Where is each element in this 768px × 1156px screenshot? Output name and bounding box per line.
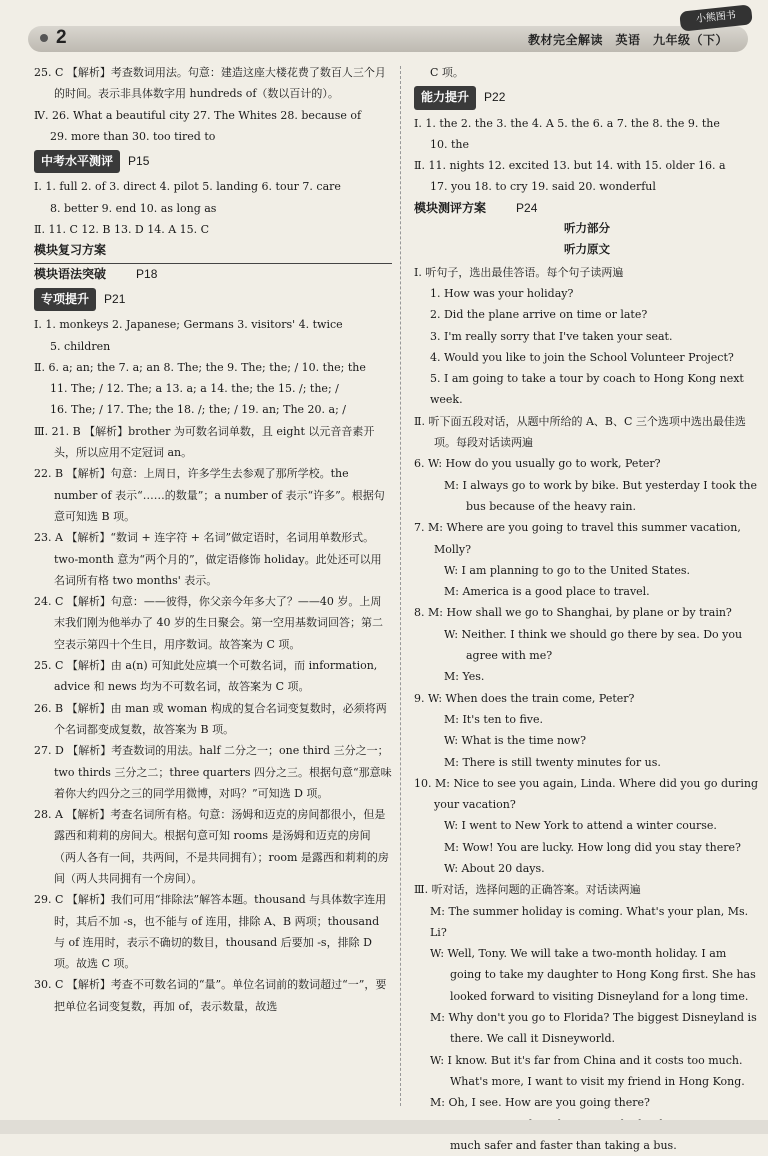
answer-line: 16. The; / 17. The; the 18. /; the; / 19. an; The 20. a; / [50, 403, 347, 417]
answer-line: Ⅰ. 听句子，选出最佳答语。每个句子读两遍 [414, 265, 624, 279]
answer-line: M: Yes. [444, 670, 485, 684]
centered-heading: 听力部分 [564, 223, 610, 236]
answer-line: M: Wow! You are lucky. How long did you stay there? [444, 840, 741, 854]
section-page: P24 [516, 200, 538, 215]
left-column [34, 62, 392, 1017]
answer-line: M: There is still twenty minutes for us. [444, 755, 661, 769]
answer-line: M: America is a good place to travel. [444, 585, 650, 599]
bullet-dot-icon [40, 34, 48, 42]
section-page: P21 [104, 291, 126, 306]
answer-line: 29. C 【解析】我们可用“排除法”解答本题。thousand 与具体数字连用时，其后不加 -s，也不能与 of 连用，排除 A、B 两项；thousand 与 of 连用时，表示不确切的数目，thousand 后要加 -s，排除 D 项。故选 C 项。 [34, 893, 387, 971]
answer-line: Ⅱ. 听下面五段对话，从题中所给的 A、B、C 三个选项中选出最佳选项。每段对话读两遍 [414, 414, 746, 450]
answer-line: 2. Did the plane arrive on time or late? [430, 308, 648, 322]
answer-line: 29. more than 30. too tired to [50, 129, 216, 143]
answer-line: 6. W: How do you usually go to work, Peter? [414, 457, 661, 471]
answer-line: Ⅰ. 1. full 2. of 3. direct 4. pilot 5. landing 6. tour 7. care [34, 180, 341, 194]
answer-line: W: Neither. I think we should go there by sea. Do you agree with me? [444, 627, 743, 663]
answer-line: 30. C 【解析】考查不可数名词的“量”。单位名词前的数词超过“一”，要把单位名词变复数，再加 of，表示数量，故选 [34, 978, 387, 1013]
answer-line: 1. How was your holiday? [430, 286, 574, 300]
answer-line: 5. I am going to take a tour by coach to Hong Kong next week. [430, 372, 744, 407]
answer-line: 8. better 9. end 10. as long as [50, 201, 217, 215]
answer-line: 22. B 【解析】句意：上周日，许多学生去参观了那所学校。the number of 表示“……的数量”；a number of 表示“许多”。根据句意可知选 B 项。 [34, 467, 385, 523]
answer-line: W: I went to New York to attend a winter course. [444, 819, 717, 833]
answer-line: 7. M: Where are you going to travel this summer vacation, Molly? [414, 521, 741, 556]
answer-line: Ⅱ. 11. nights 12. excited 13. but 14. with 15. older 16. a [414, 159, 726, 173]
answer-line: Ⅰ. 1. monkeys 2. Japanese; Germans 3. visitors' 4. twice [34, 318, 343, 332]
answer-line: Ⅱ. 11. C 12. B 13. D 14. A 15. C [34, 223, 210, 237]
answer-line: 9. W: When does the train come, Peter? [414, 691, 635, 705]
answer-line: 24. C 【解析】句意：——彼得，你父亲今年多大了？——40 岁。上周末我们刚为他举办了 40 岁的生日聚会。第一空用基数词回答；第二空表示第四十个生日，用序数词。故答案为 C 项。 [34, 595, 383, 651]
answer-line: W: What is the time now? [444, 734, 586, 748]
module-heading [34, 264, 392, 285]
answer-line: 23. A 【解析】“数词 + 连字符 + 名词”做定语时，名词用单数形式。two-month 意为“两个月的”，做定语修饰 holiday。此处还可以用名词所有格 two months' 表示。 [34, 531, 382, 587]
right-column [414, 62, 760, 1156]
module-title: 模块语法突破 [34, 266, 107, 281]
section-label: 专项提升 [34, 288, 96, 311]
section-label: 中考水平测评 [34, 150, 120, 173]
answer-line: M: The summer holiday is coming. What's your plan, Ms. Li? [430, 904, 749, 939]
answer-line: Ⅳ. 26. What a beautiful city 27. The Whites 28. because of [34, 108, 362, 122]
section-heading [34, 147, 392, 176]
answer-line: Ⅰ. 1. the 2. the 3. the 4. A 5. the 6. a 7. the 8. the 9. the [414, 116, 720, 130]
answer-line: 11. The; / 12. The; a 13. a; a 14. the; the 15. /; the; / [50, 382, 339, 396]
page-number: 2 [40, 27, 67, 49]
answer-line: 25. C 【解析】由 a(n) 可知此处应填一个可数名词，而 information, advice 和 news 均为不可数名词，故答案为 C 项。 [34, 659, 378, 694]
column-divider [400, 66, 401, 1106]
answer-line: 3. I'm really sorry that I've taken your seat. [430, 329, 673, 343]
section-label: 能力提升 [414, 86, 476, 109]
header-title: 教材完全解读 英语 九年级（下） [528, 33, 729, 47]
answer-line: much safer and faster than taking a bus. [450, 1138, 677, 1152]
module-title: 模块复习方案 [34, 243, 107, 258]
answer-line: Ⅱ. 6. a; an; the 7. a; an 8. The; the 9. The; the; / 10. the; the [34, 360, 366, 374]
answer-line: 25. C 【解析】考查数词用法。句意：建造这座大楼花费了数百人三个月的时间。表示非具体数字用 hundreds of（数以百计的）。 [34, 66, 386, 101]
answer-line: 8. M: How shall we go to Shanghai, by plane or by train? [414, 606, 732, 620]
answer-line: 27. D 【解析】考查数词的用法。half 二分之一；one third 三分之一；two thirds 三分之二；three quarters 四分之三。根据句意“那意味着你大约四分之三的同学用微博，对吗？”可知选 D 项。 [34, 744, 392, 800]
section-heading [414, 83, 760, 112]
section-page: P18 [136, 266, 158, 281]
answer-line: C 项。 [430, 66, 464, 79]
brand-logo: 小熊图书 [679, 4, 753, 31]
answer-line: M: I always go to work by bike. But yesterday I took the bus because of the heavy rain. [444, 478, 757, 513]
module-title: 模块测评方案 [414, 200, 487, 215]
answer-line: M: It's ten to five. [444, 712, 544, 726]
bottom-bar [0, 1120, 768, 1134]
module-heading [414, 198, 760, 219]
answer-line: 4. Would you like to join the School Volunteer Project? [430, 350, 734, 364]
answer-line: M: Why don't you go to Florida? The biggest Disneyland is there. We call it Disneyworld. [430, 1011, 757, 1046]
answer-line: 26. B 【解析】由 man 或 woman 构成的复合名词变复数时，必须将两个名词都变成复数，故答案为 B 项。 [34, 701, 387, 736]
section-page: P15 [128, 154, 150, 169]
answer-line: 5. children [50, 339, 111, 353]
answer-line: Ⅲ. 听对话，选择问题的正确答案。对话读两遍 [414, 883, 641, 897]
answer-line: W: About 20 days. [444, 861, 545, 875]
answer-line: M: Oh, I see. How are you going there? [430, 1096, 650, 1110]
module-heading [34, 240, 392, 263]
answer-line: 10. the [430, 137, 470, 151]
answer-line: 10. M: Nice to see you again, Linda. Where did you go during your vacation? [414, 776, 759, 812]
answer-line: W: I am planning to go to the United States. [444, 563, 690, 577]
answer-line: W: Well, Tony. We will take a two-month holiday. I am going to take my daughter to Hong Kong first. She has looked forward to visiting Disneyland for a long time. [430, 947, 756, 1003]
answer-line: 17. you 18. to cry 19. said 20. wonderful [430, 180, 656, 194]
section-page: P22 [484, 90, 506, 105]
answer-line: 28. A 【解析】考查名词所有格。句意：汤姆和迈克的房间都很小，但是露西和莉莉的房间大。根据句意可知 rooms 是汤姆和迈克的房间（两人各有一间，共两间，不是共同拥有）；room 是露西和莉莉的房间（两人共同拥有一个房间）。 [34, 808, 389, 885]
centered-heading: 听力原文 [564, 244, 610, 257]
answer-line: W: I know. But it's far from China and it costs too much. What's more, I want to visit my friend in Hong Kong. [430, 1053, 745, 1088]
section-heading [34, 285, 392, 314]
answer-line: Ⅲ. 21. B 【解析】brother 为可数名词单数，且 eight 以元音音素开头，所以应用不定冠词 an。 [34, 424, 375, 460]
